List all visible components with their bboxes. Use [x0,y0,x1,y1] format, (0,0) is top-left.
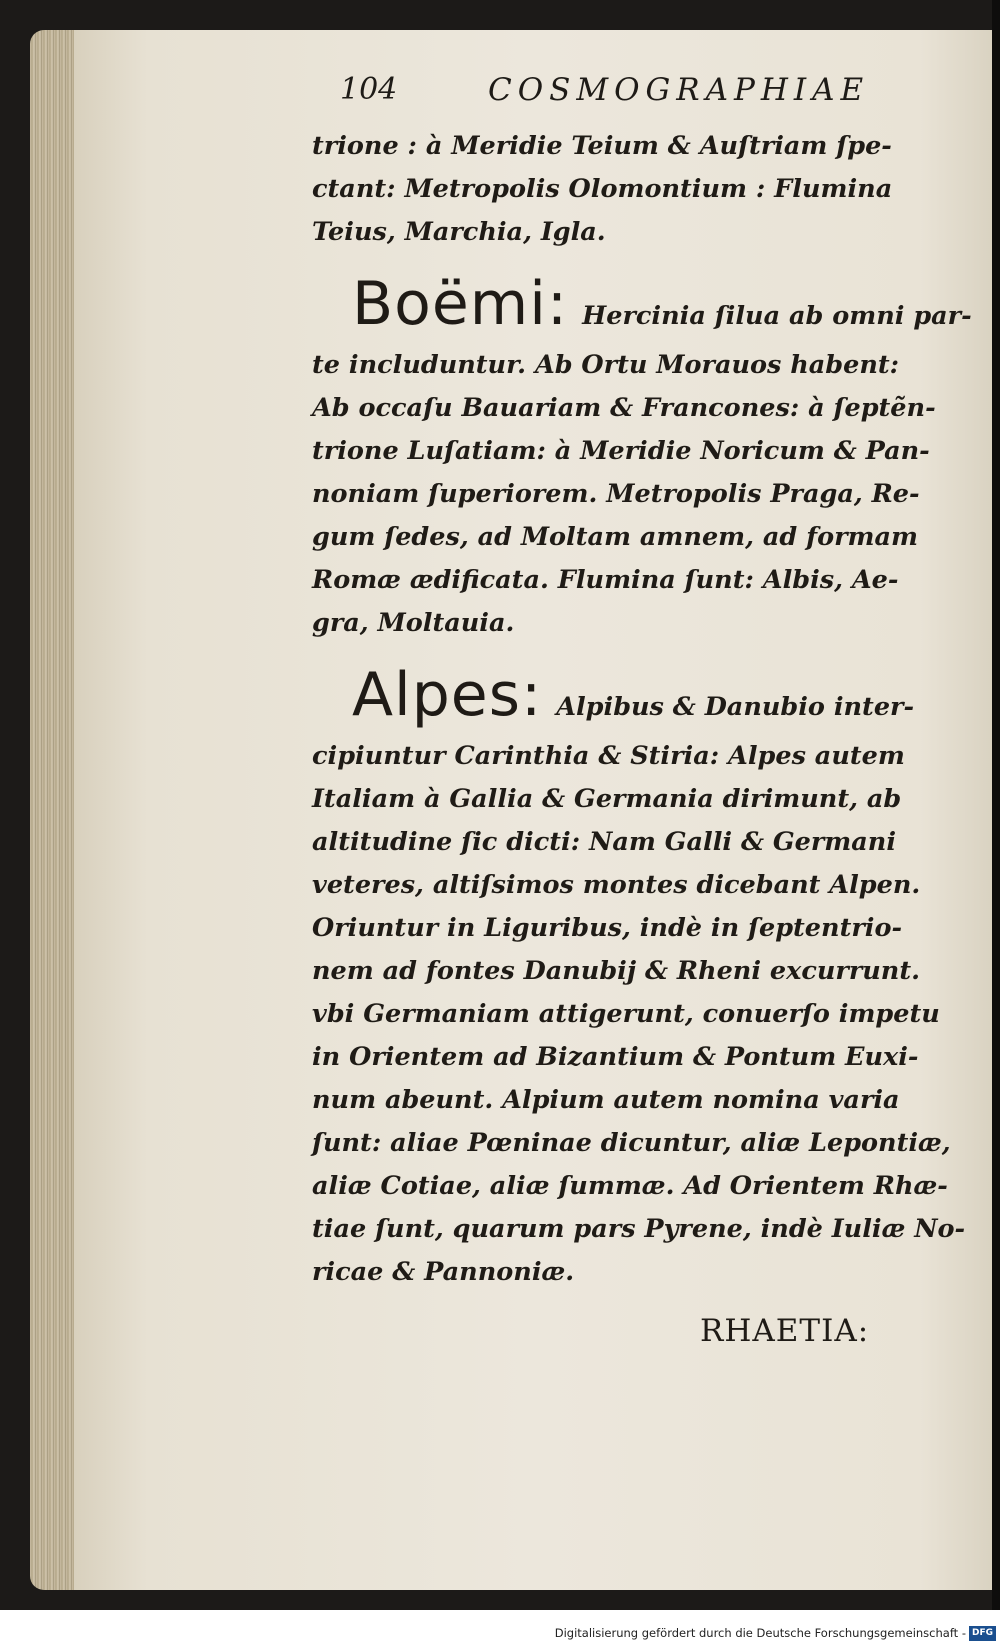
catchword: RHAETIA: [700,1313,870,1349]
text-line: Alpibus & Danubio inter- [556,692,915,722]
text-line: Hercinia ſilua ab omni par- [582,301,972,331]
text-line: Ab occaſu Bauariam & Francones: à ſeptẽn- [312,393,936,423]
page-number: 104 [340,72,398,107]
section-boemi [312,264,972,645]
text-line: cipiuntur Carinthia & Stiria: Alpes autem [312,741,905,771]
text-line: trione : à Meridie Teium & Auſtriam ſpe- [312,131,892,161]
dfg-logo: DFG [969,1626,996,1641]
running-title: COSMOGRAPHIAE [488,72,870,108]
text-line: aliæ Cotiae, aliæ ſummæ. Ad Orientem Rhæ- [312,1171,948,1201]
text-line: trione Luſatiam: à Meridie Noricum & Pan- [312,436,930,466]
text-line: num abeunt. Alpium autem nomina varia [312,1085,900,1115]
page-header [340,72,900,122]
text-line: te includuntur. Ab Ortu Morauos habent: [312,350,900,380]
section-heading: Alpes: [352,660,543,730]
text-line: ricae & Pannoniæ. [312,1257,575,1287]
text-line: gum ſedes, ad Moltam amnem, ad formam [312,522,919,552]
text-line: ctant: Metropolis Olomontium : Flumina [312,174,893,204]
page-shadow [992,0,1000,1610]
text-line: in Orientem ad Bizantium & Pontum Euxi- [312,1042,919,1072]
funding-notice: Digitalisierung gefördert durch die Deutsche Forschungsgemeinschaft - [554,1626,966,1640]
text-line: ſunt: aliae Pœninae dicuntur, aliæ Lepontiæ, [312,1128,951,1158]
text-line: vbi Germaniam attigerunt, conuerſo impetu [312,999,940,1029]
text-line: Oriuntur in Liguribus, indè in ſeptentrio- [312,913,903,943]
text-line: gra, Moltauia. [312,608,515,638]
text-line: nem ad fontes Danubij & Rheni excurrunt. [312,956,921,986]
section-heading-line [312,264,972,344]
footer-bar [0,1624,1000,1645]
text-line: altitudine ſic dicti: Nam Galli & Germani [312,827,897,857]
text-line: noniam ſuperiorem. Metropolis Praga, Re- [312,479,920,509]
section-heading-line [312,655,972,735]
text-line: tiae ſunt, quarum pars Pyrene, indè Iuliæ No- [312,1214,966,1244]
text-line: Italiam à Gallia & Germania dirimunt, ab [312,784,902,814]
section-alpes [312,655,972,1294]
text-line: Teius, Marchia, Igla. [312,217,606,247]
main-text [312,125,972,1294]
section-heading: Boëmi: [352,269,569,339]
text-line: veteres, altiſsimos montes dicebant Alpen. [312,870,921,900]
text-line: Romæ ædificata. Flumina ſunt: Albis, Ae- [312,565,899,595]
